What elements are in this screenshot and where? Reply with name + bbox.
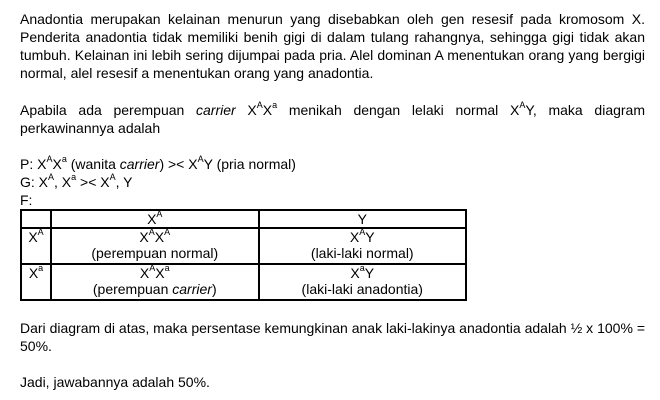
- note-text: (perempuan: [92, 281, 173, 297]
- gamete-sup: A: [48, 172, 55, 183]
- g-x: X: [154, 229, 165, 245]
- genotype: [52, 229, 258, 245]
- parent-text: Y (pria normal): [203, 156, 296, 172]
- punnett-col-header-xa: [51, 210, 259, 228]
- punnett-cell-male-normal: [259, 228, 467, 264]
- question-sup-a3: A: [519, 100, 526, 111]
- parent-sup: A: [197, 154, 204, 165]
- g-sup: a: [359, 263, 365, 274]
- g-sup: A: [164, 227, 171, 238]
- question-text-x1: X: [235, 102, 257, 118]
- parent-text: ) >< X: [159, 156, 198, 172]
- note-text: ): [211, 281, 217, 297]
- parent-cross-line: [20, 155, 645, 173]
- phenotype: (laki-laki anadontia): [301, 281, 423, 297]
- g-sup: a: [164, 263, 170, 274]
- punnett-row-xa-recessive: [21, 264, 466, 300]
- col-sup: A: [156, 209, 163, 220]
- g-sup: A: [359, 227, 366, 238]
- spacer: [20, 82, 645, 101]
- row-sup: A: [37, 227, 44, 238]
- question-text-end: Y, maka diagram perkawinannya adalah: [20, 102, 645, 136]
- row-x: X: [28, 229, 38, 245]
- answer-paragraph: Jadi, jawabannya adalah 50%.: [20, 374, 210, 390]
- spacer: [20, 301, 645, 319]
- gamete-text: , Y: [115, 174, 133, 190]
- question-sup-a2: a: [272, 100, 278, 111]
- punnett-row-xa: [21, 228, 466, 264]
- col-x: X: [147, 211, 157, 227]
- punnett-row-header-xa-recessive: [21, 264, 51, 300]
- punnett-header-row: [21, 210, 466, 228]
- genotype: [52, 265, 258, 281]
- punnett-corner-cell: [21, 210, 51, 228]
- g-sup: A: [148, 227, 155, 238]
- gamete-sup: a: [71, 172, 77, 183]
- parent-text: (wanita: [66, 156, 120, 172]
- filial-label: F:: [20, 192, 33, 208]
- punnett-col-header-y: Y: [259, 210, 467, 228]
- intro-paragraph: Anadontia merupakan kelainan menurun yang disebabkan oleh gen resesif pada kromosom X. Penderita anadontia tidak memiliki benih gigi di dalam tulang rahangnya, sehingga gigi tidak akan tumbuh. Kelainan ini lebih sering dijumpai pada pria. Alel dominan A menentukan orang yang bergigi normal, alel resesif a menentukan orang yang anadontia.: [20, 11, 645, 81]
- g-x: X: [349, 229, 360, 245]
- g-y: Y: [364, 265, 375, 281]
- parent-x: X: [52, 156, 62, 172]
- g-sup: A: [149, 263, 156, 274]
- document: [20, 10, 645, 391]
- gamete-text: , X: [54, 174, 72, 190]
- question-sup-a1: A: [256, 100, 263, 111]
- parent-sup: A: [46, 154, 53, 165]
- parent-label: P: X: [20, 156, 47, 172]
- spacer: [20, 137, 645, 155]
- gamete-line: [20, 173, 645, 191]
- row-x: X: [28, 265, 39, 281]
- punnett-square: [20, 209, 467, 301]
- conclusion-paragraph: Dari diagram di atas, maka persentase kemungkinan anak laki-lakinya anadontia adalah ½ x 100% = 50%.: [20, 320, 645, 354]
- gamete-text: >< X: [76, 174, 110, 190]
- phenotype: [52, 281, 258, 298]
- parent-sup: a: [61, 154, 67, 165]
- question-text-x2: X: [262, 102, 273, 118]
- gamete-sup: A: [109, 172, 116, 183]
- genotype: [260, 229, 466, 245]
- row-sup: a: [38, 263, 44, 274]
- question-text-mid: menikah dengan lelaki normal X: [277, 102, 520, 118]
- punnett-cell-female-carrier: [51, 264, 259, 300]
- g-x: X: [139, 229, 149, 245]
- genotype: [260, 265, 466, 281]
- phenotype: (laki-laki normal): [310, 245, 414, 261]
- g-x: X: [139, 265, 150, 281]
- gamete-label: G: X: [20, 174, 49, 190]
- spacer: [20, 355, 645, 373]
- g-x: X: [155, 265, 165, 281]
- g-y: Y: [365, 229, 375, 245]
- question-text-pre: Apabila ada perempuan: [20, 102, 197, 118]
- note-carrier: carrier: [172, 281, 212, 297]
- phenotype: (perempuan normal): [91, 245, 219, 261]
- punnett-cell-male-anadontia: [259, 264, 467, 300]
- g-x: X: [350, 265, 360, 281]
- question-paragraph: [20, 101, 645, 137]
- parent-carrier-word: carrier: [119, 156, 160, 172]
- punnett-cell-female-normal: [51, 228, 259, 264]
- punnett-row-header-xa: [21, 228, 51, 264]
- question-carrier-word: carrier: [196, 102, 236, 118]
